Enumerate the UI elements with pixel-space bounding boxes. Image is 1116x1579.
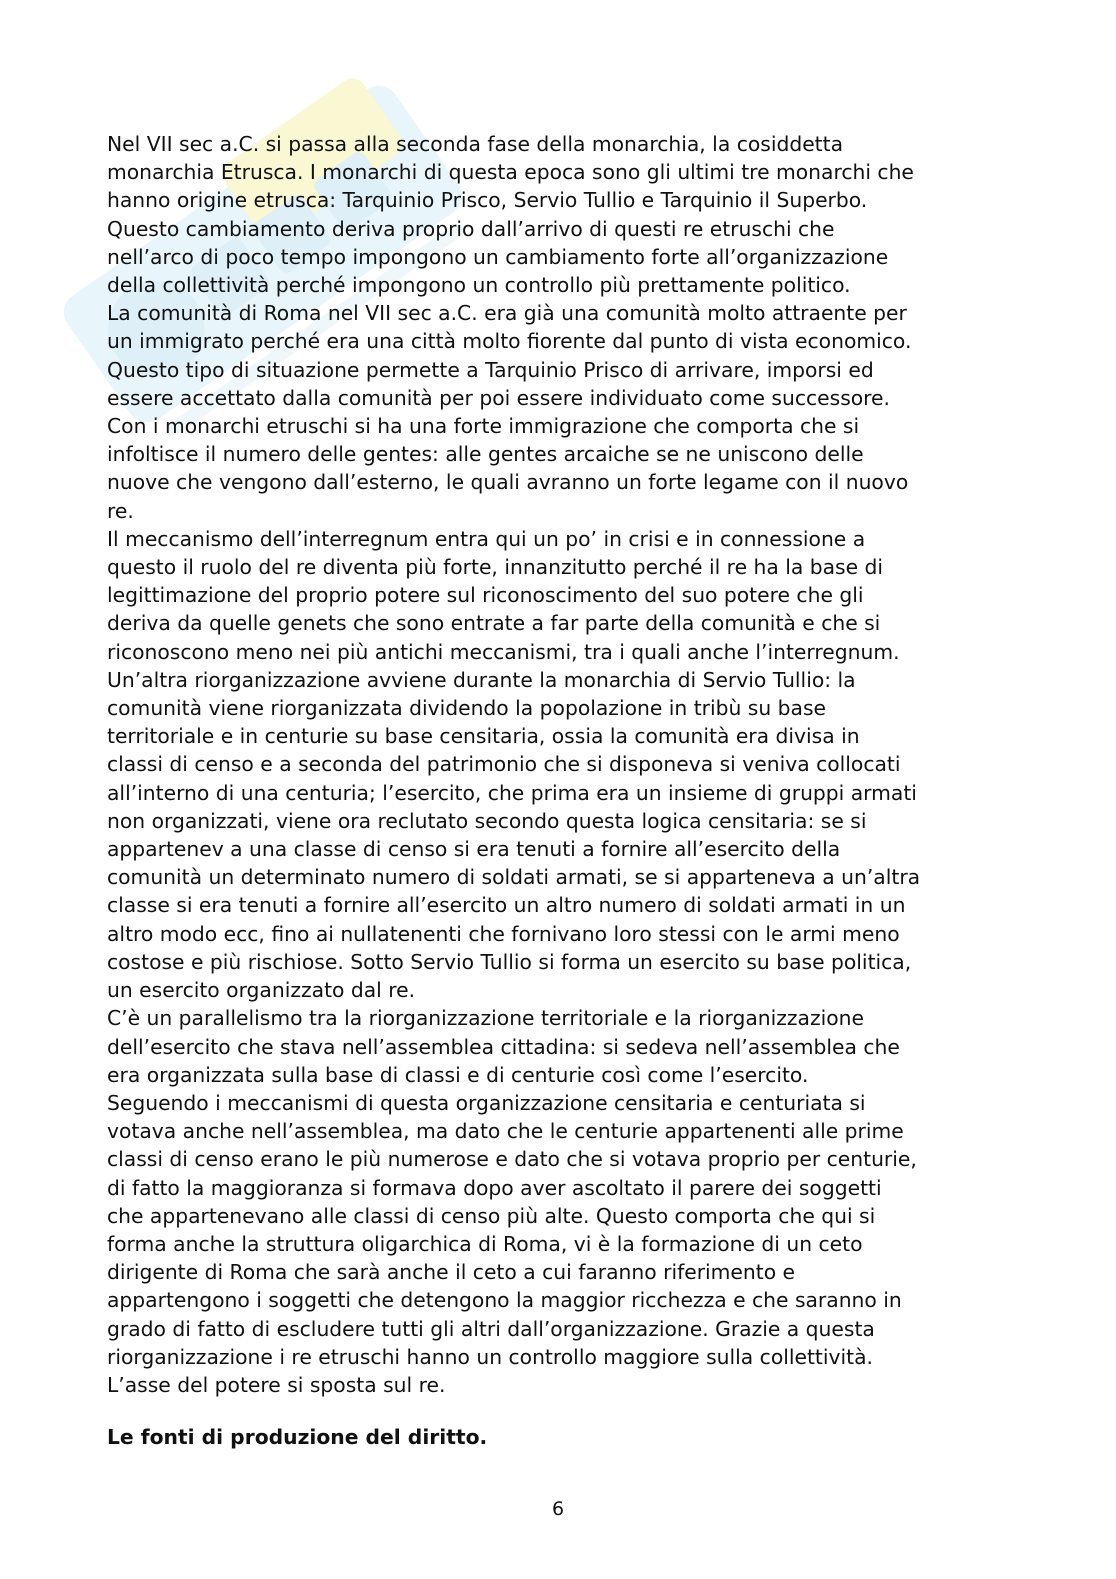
paragraph-servio-tullio: Un’altra riorganizzazione avviene durante la monarchia di Servio Tullio: la comunità viene riorganizzata dividendo la popolazione in tribù su base territoriale e in centurie su base censitaria, ossia la comunità era divisa in classi di censo e a seconda del patrimonio che si disponeva si veniva collocati all’interno di una centuria; l’esercito, che prima era un insieme di gruppi armati non organizzati, viene ora reclutato secondo questa logica censitaria: se si appartenev a una classe di censo si era tenuti a fornire all’esercito della comunità un determinato numero di soldati armati, se si apparteneva a un’altra classe si era tenuti a fornire all’esercito un altro numero di soldati armati in un altro modo ecc, fino ai nullatenenti che fornivano loro stessi con le armi meno costose e più rischiose. Sotto Servio Tullio si forma un esercito su base politica, un esercito organizzato dal re. [107,667,921,1003]
paragraph-monarchia-etrusca: Nel VII sec a.C. si passa alla seconda fase della monarchia, la cosiddetta monarchia Etrusca. I monarchi di questa epoca sono gli ultimi tre monarchi che hanno origine etrusca: Tarquinio Prisco, Servio Tullio e Tarquinio il Superbo. Questo cambiamento deriva proprio dall’arrivo di questi re etruschi che nell’arco di poco tempo impongono un cambiamento forte all’organizzazione della collettività perché impongono un controllo più prettamente politico. [107,132,914,298]
paragraph-immigrazione: Con i monarchi etruschi si ha una forte immigrazione che comporta che si infoltisce il numero delle gentes: alle gentes arcaiche se ne uniscono delle nuove che vengono dall’esterno, le quali avranno un forte legame con il nuovo re. [107,414,909,523]
paragraph-comunita-roma: La comunità di Roma nel VII sec a.C. era già una comunità molto attraente per un immigrato perché era una città molto fiorente dal punto di vista economico. Questo tipo di situazione permette a Tarquinio Prisco di arrivare, imporsi ed essere accettato dalla comunità per poi essere individuato come successore. [107,301,912,410]
paragraph-interregnum: Il meccanismo dell’interregnum entra qui un po’ in crisi e in connessione a questo il ruolo del re diventa più forte, innanzitutto perché il re ha la base di legittimazione del proprio potere sul riconoscimento del suo potere che gli deriva da quelle genets che sono entrate a far parte della comunità e che si riconoscono meno nei più antichi meccanismi, tra i quali anche l’interregnum. [107,526,900,664]
document-body [107,130,1012,1399]
section-heading: Le fonti di produzione del diritto. [107,1425,488,1449]
paragraph-parallelismo: C’è un parallelismo tra la riorganizzazione territoriale e la riorganizzazione dell’esercito che stava nell’assemblea cittadina: si sedeva nell’assemblea che era organizzata sulla base di classi e di centurie così come l’esercito. Seguendo i meccanismi di questa organizzazione censitaria e centuriata si votava anche nell’assemblea, ma dato che le centurie appartenenti alle prime classi di censo erano le più numerose e dato che si votava proprio per centurie, di fatto la maggioranza si formava dopo aver ascoltato il parere dei soggetti che appartenevano alle classi di censo più alte. Questo comporta che qui si forma anche la struttura oligarchica di Roma, vi è la formazione di un ceto dirigente di Roma che sarà anche il ceto a cui faranno riferimento e appartengono i soggetti che detengono la maggior ricchezza e che saranno in grado di fatto di escludere tutti gli altri dall’organizzazione. Grazie a questa riorganizzazione i re etruschi hanno un controllo maggiore sulla collettività. L’asse del potere si sposta sul re. [107,1006,917,1397]
page-number: 6 [551,1498,565,1520]
